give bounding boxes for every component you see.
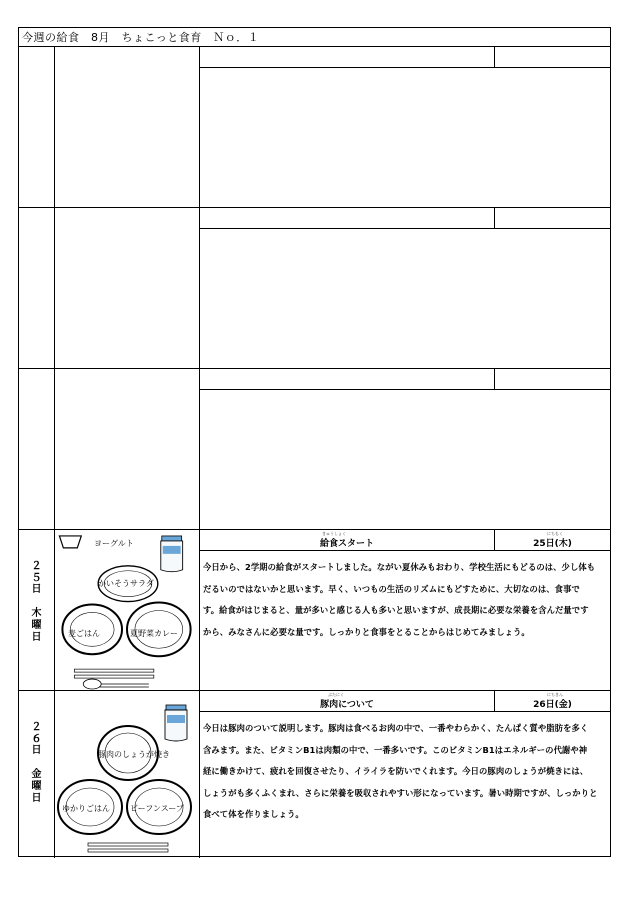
- day-row-26: [19, 691, 610, 858]
- topic-body: [203, 718, 604, 826]
- topic-row: [200, 208, 610, 229]
- date-cell: [495, 369, 610, 389]
- empty-day-row-1: [19, 47, 610, 208]
- body-line: だるいのではないかと思います。早く、いつもの生活のリズムにもどすために、大切なのは、食事で: [203, 583, 580, 594]
- empty-day-row-3: [19, 369, 610, 530]
- body-line: しょうがも多くふくまれ、さらに栄養を吸収されやすい形になっています。暑い時期ですが、しっかりと: [203, 787, 598, 798]
- menu-item-rice-noodle-soup: ビーフンスープ: [130, 804, 184, 813]
- menu-item-barley-rice: 麦ごはん: [68, 629, 100, 638]
- menu-item-seaweed-salad: かいそうサラダ: [98, 579, 154, 588]
- topic-cell: ぶたにく 豚肉について: [200, 691, 495, 711]
- topic-cell: [200, 47, 495, 67]
- menu-cell: [54, 530, 200, 690]
- topic-row: [200, 530, 610, 551]
- topic-title: 豚肉について: [320, 700, 374, 710]
- topic-row: [200, 47, 610, 68]
- day-cell: [19, 47, 55, 207]
- date-cell: にちきん 26日(金): [533, 692, 572, 710]
- menu-sheet: [18, 27, 611, 857]
- body-line: から、みなさんに必要な量です。しっかりと食事をとることからはじめてみましょう。: [203, 626, 530, 637]
- topic-row: [200, 691, 610, 712]
- topic-row: [200, 369, 610, 390]
- date-cell: にちもく 25日(木): [533, 531, 572, 549]
- topic-cell: きゅうしょく 給食スタート: [200, 530, 495, 550]
- topic-cell: [200, 208, 495, 228]
- day-cell: [19, 691, 55, 858]
- topic-date: 25日(木): [533, 539, 572, 549]
- menu-cell: [54, 691, 200, 858]
- topic-body: [203, 557, 604, 643]
- day-cell: [19, 369, 55, 529]
- empty-day-row-2: [19, 208, 610, 369]
- day-label: ２ ５ 日 木 曜 日: [31, 560, 42, 643]
- menu-item-summer-curry: 夏野菜カレー: [130, 629, 178, 638]
- day-label: ２ ６ 日 金 曜 日: [31, 721, 42, 804]
- menu-item-ginger-pork: 豚肉のしょうが焼き: [98, 750, 170, 759]
- date-cell: [495, 208, 610, 228]
- topic-title: 給食スタート: [319, 539, 374, 549]
- tray-illustration: [54, 530, 199, 690]
- body-line: す。給食がはじまると、量が多いと感じる人も多いと思いますが、成長期に必要な栄養を含んだ量です: [203, 605, 589, 615]
- tray-illustration: [54, 691, 199, 858]
- day-cell: [19, 208, 55, 368]
- sheet-title: 今週の給食 8月 ちょこっと食育 Ｎｏ．１: [19, 28, 610, 47]
- menu-cell: [54, 47, 200, 207]
- menu-cell: [54, 208, 200, 368]
- date-cell: [495, 47, 610, 67]
- topic-cell: [200, 369, 495, 389]
- day-cell: [19, 530, 55, 690]
- menu-item-yogurt: ヨーグルト: [94, 539, 134, 548]
- body-line: 食べて体を作りましょう。: [203, 809, 304, 819]
- menu-item-yukari-rice: ゆかりごはん: [62, 804, 110, 813]
- topic-date: 26日(金): [533, 700, 572, 710]
- body-line: 含みます。また、ビタミンB1は肉類の中で、一番多いです。このビタミンB1はエネルギーの代謝や神: [203, 744, 588, 755]
- body-line: 今日から、2学期の給食がスタートしました。ながい夏休みもおわり、学校生活にもどるのは、少し体も: [203, 562, 596, 572]
- body-line: 今日は豚肉のついて説明します。豚肉は食べるお肉の中で、一番やわらかく、たんぱく質や脂肪を多く: [203, 723, 589, 733]
- day-row-25: [19, 530, 610, 691]
- menu-cell: [54, 369, 200, 529]
- body-line: 経に働きかけて、疲れを回復させたり、イライラを防いでくれます。今日の豚肉のしょうが焼きには、: [203, 766, 589, 776]
